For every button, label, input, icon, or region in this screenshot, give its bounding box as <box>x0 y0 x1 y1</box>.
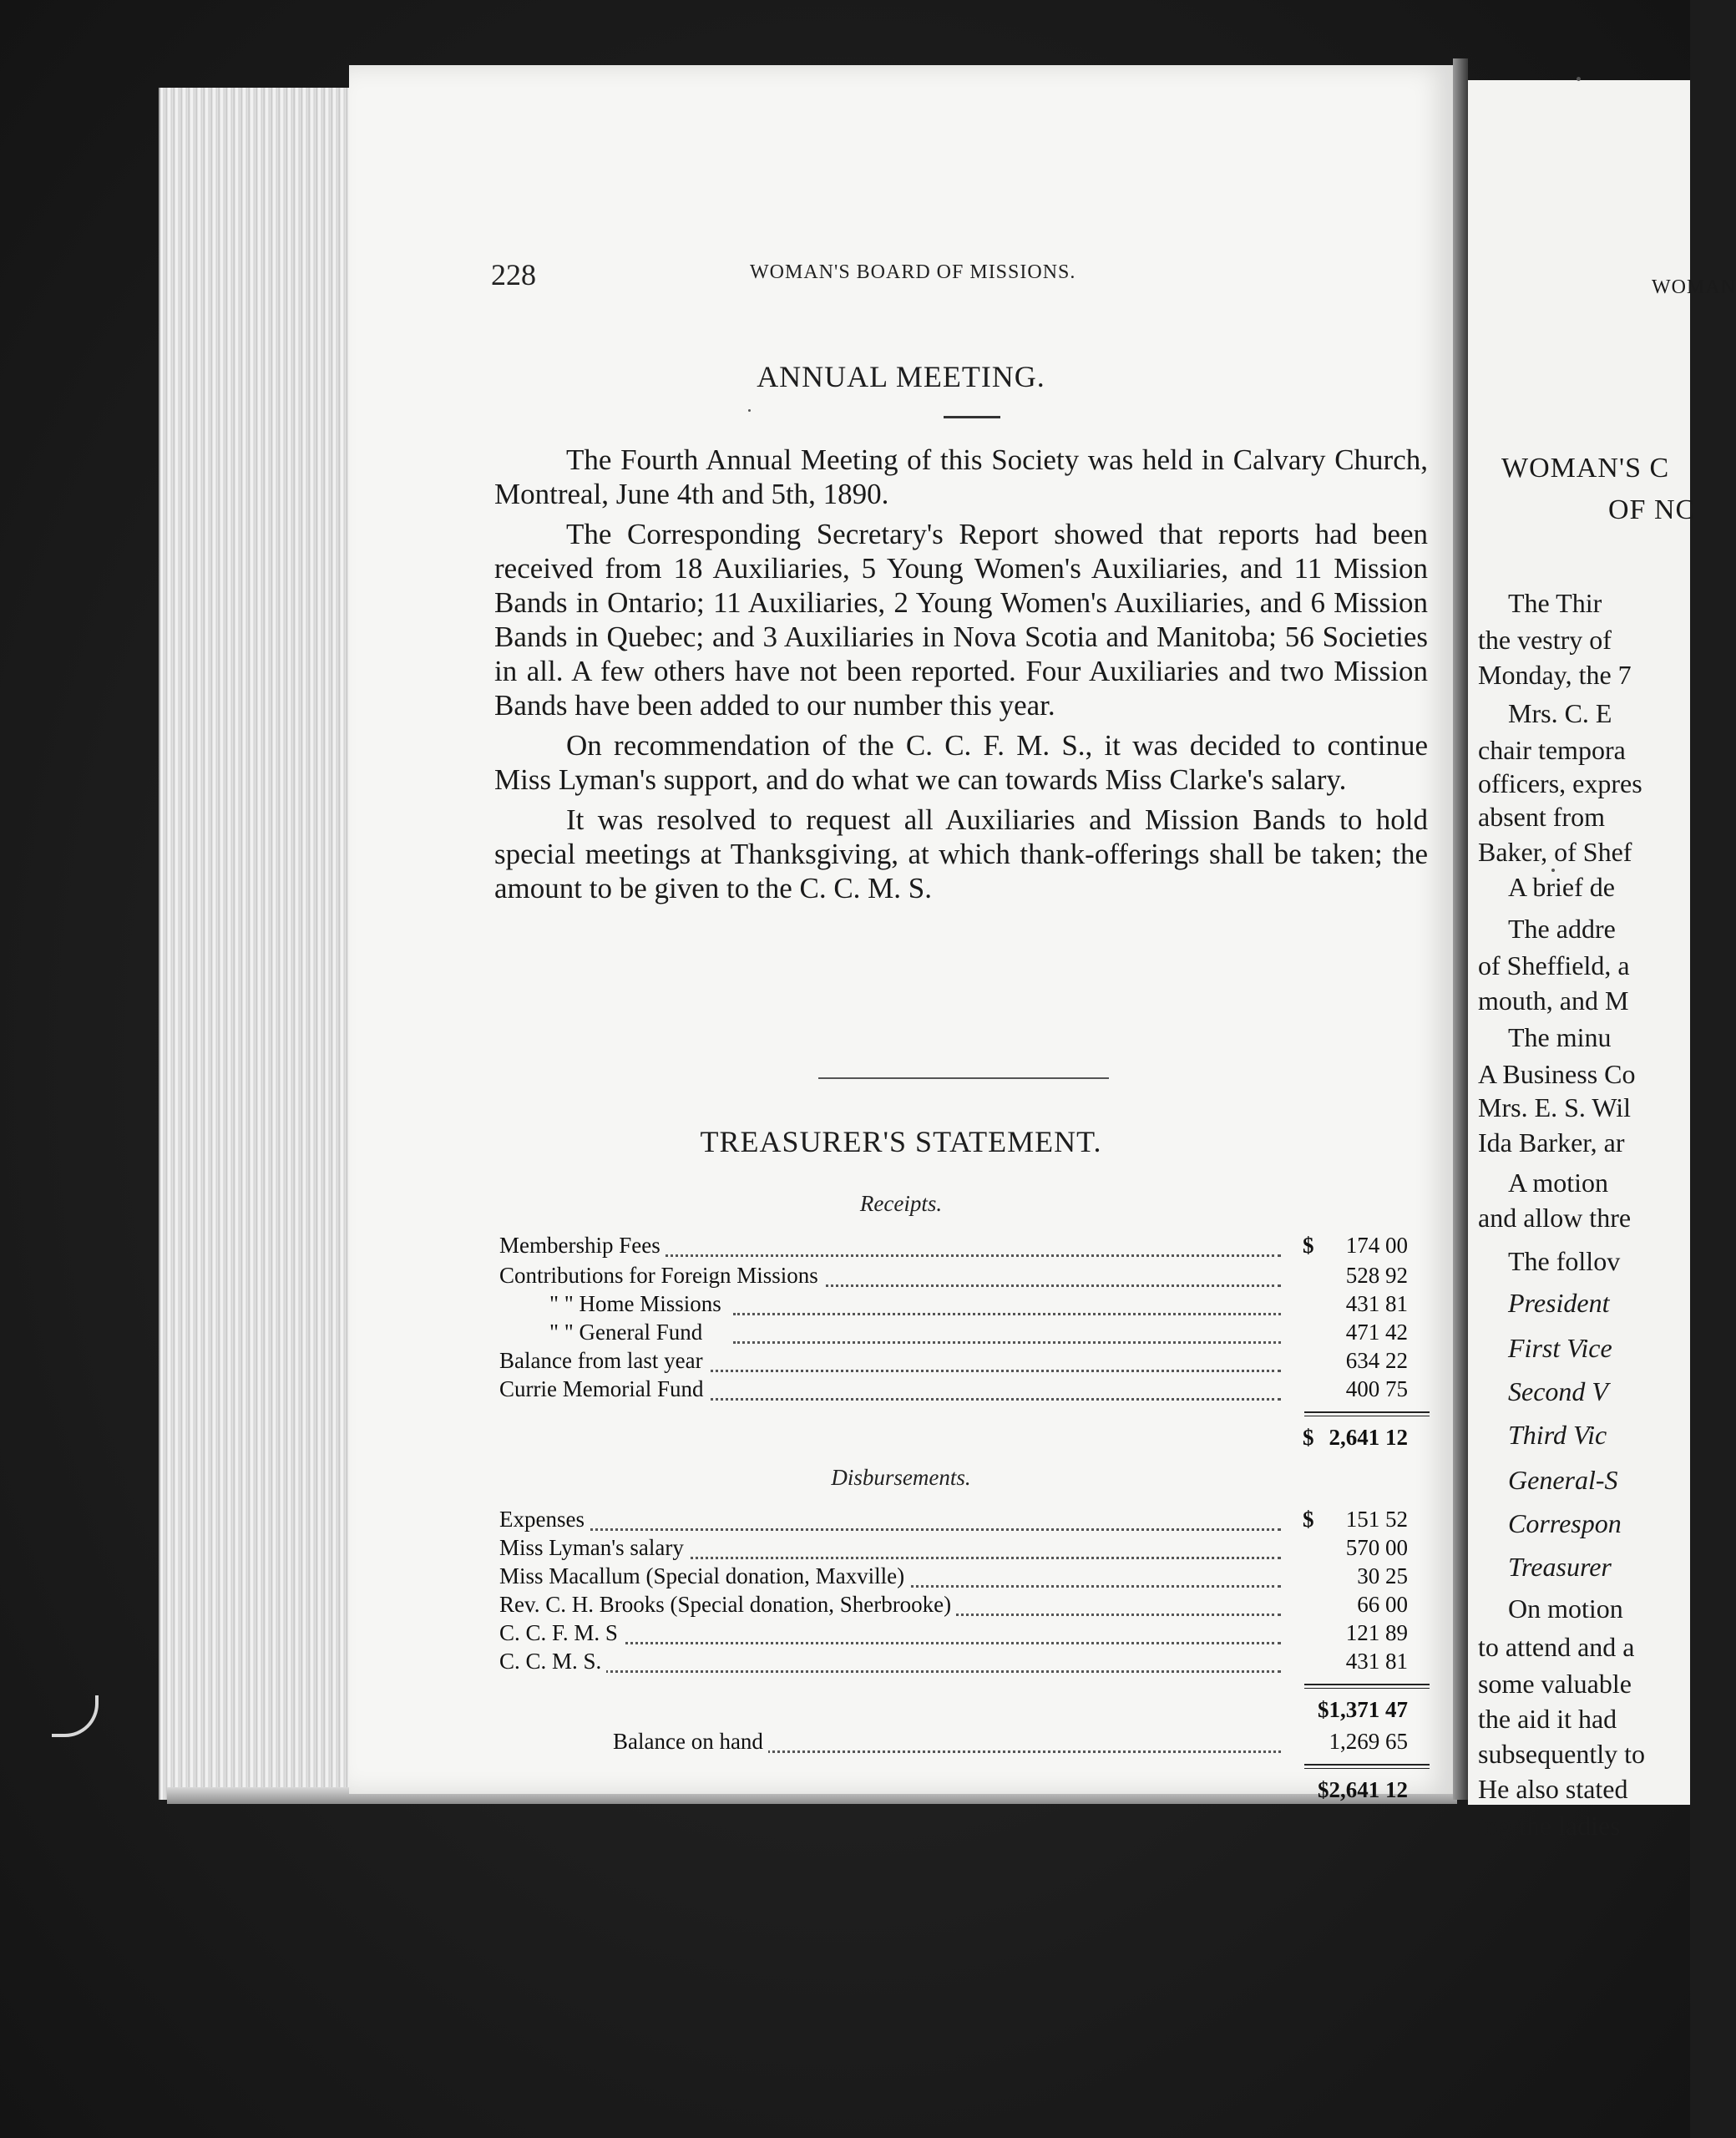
right-page-line: absent from <box>1478 802 1605 832</box>
right-page-line: The Thir <box>1508 588 1602 618</box>
balance-amount: 1,269 65 <box>1329 1729 1408 1754</box>
right-page-line: Mrs. E. S. Wil <box>1478 1092 1632 1122</box>
dollar-sign: $ <box>1303 1233 1314 1258</box>
scan-speck <box>748 409 751 412</box>
right-page-line: Second V <box>1508 1376 1608 1406</box>
dollar-sign: $ <box>1303 1425 1314 1450</box>
grand-total-row <box>499 1777 1431 1806</box>
paragraph: On recommendation of the C. C. F. M. S., it was decided to continue Miss Lyman's support, and do what we can towards Miss Clarke's salary. <box>494 729 1428 796</box>
right-page-line: A brief de <box>1508 872 1615 902</box>
sum-rule <box>1304 1411 1430 1416</box>
page-number: 228 <box>491 258 536 291</box>
right-page-line: Mrs. C. E <box>1508 698 1612 728</box>
row-amount: 634 22 <box>1345 1348 1408 1373</box>
row-label: Balance from last year <box>499 1348 708 1374</box>
disbursements-subtotal-row <box>499 1697 1431 1725</box>
scan-speck <box>1577 77 1581 81</box>
table-row <box>499 1563 1431 1592</box>
table-row <box>499 1649 1431 1677</box>
table-row <box>499 1620 1431 1649</box>
receipts-total-row <box>499 1425 1431 1453</box>
row-label: " " Home Missions <box>549 1291 726 1317</box>
receipts-heading: Receipts. <box>859 1191 943 1216</box>
right-page-line: On motion <box>1508 1593 1623 1624</box>
annual-meeting-body <box>494 443 1428 911</box>
book-gutter <box>1453 58 1468 1800</box>
right-page-line: subsequently to <box>1478 1739 1645 1769</box>
right-page-line: and allow thre <box>1478 1203 1632 1233</box>
row-label: Rev. C. H. Brooks (Special donation, Sherbrooke) <box>499 1592 956 1618</box>
right-page-line: President <box>1508 1288 1610 1318</box>
right-page-line: to attend and a <box>1478 1632 1635 1662</box>
row-amount: 400 75 <box>1345 1376 1408 1401</box>
right-page-line: Third Vic <box>1508 1420 1607 1450</box>
row-amount: 174 00 <box>1345 1233 1408 1258</box>
sum-rule <box>1304 1764 1430 1769</box>
right-page-line: The follov <box>1508 1246 1621 1276</box>
right-page-line: First Vice <box>1508 1333 1612 1363</box>
row-amount: 431 81 <box>1345 1649 1408 1674</box>
running-head: WOMAN'S BOARD OF MISSIONS. <box>750 261 1076 283</box>
right-page-line: ing the ladies <box>1478 1811 1621 1841</box>
right-page-line: the aid it had <box>1478 1704 1617 1734</box>
table-row <box>499 1535 1431 1563</box>
table-row <box>499 1263 1431 1291</box>
section-title-treasurer: TREASURER'S STATEMENT. <box>700 1125 1102 1158</box>
row-amount: 30 25 <box>1357 1563 1408 1588</box>
paragraph: The Fourth Annual Meeting of this Society was held in Calvary Church, Montreal, June 4th and 5th, 1890. <box>494 443 1428 510</box>
table-row <box>499 1376 1431 1405</box>
right-page-line: the vestry of <box>1478 625 1612 655</box>
table-row <box>499 1592 1431 1620</box>
paragraph: The Corresponding Secretary's Report showed that reports had been received from 18 Auxiliaries, 5 Young Women's Auxiliaries, and 11 Mission Bands in Ontario; 11 Auxiliaries, 2 Young Women's Auxiliaries, and 6 Mission Bands in Quebec; and 3 Auxiliaries in Nova Scotia and Manitoba; 56 Societies in all. A few others have not been reported. Four Auxiliaries and two Mission Bands have been added to our number this year. <box>494 518 1428 722</box>
row-label: Membership Fees <box>499 1233 666 1259</box>
table-row <box>499 1507 1431 1535</box>
row-label: Contributions for Foreign Missions <box>499 1263 823 1289</box>
row-amount: 121 89 <box>1345 1620 1408 1645</box>
scan-speck <box>1551 869 1555 872</box>
right-page-line: The minu <box>1508 1022 1612 1052</box>
row-label: Currie Memorial Fund <box>499 1376 708 1402</box>
balance-row <box>499 1729 1431 1757</box>
right-page-line: General-S <box>1508 1465 1618 1495</box>
right-running-head: WOMAN <box>1652 276 1736 298</box>
disbursements-subtotal: $1,371 47 <box>1318 1697 1408 1722</box>
right-page-line: of Sheffield, a <box>1478 950 1630 980</box>
row-amount: 151 52 <box>1345 1507 1408 1532</box>
receipts-total: 2,641 12 <box>1329 1425 1408 1450</box>
row-amount: 471 42 <box>1345 1320 1408 1345</box>
sum-rule <box>1304 1684 1430 1689</box>
right-page-line: The addre <box>1508 914 1616 944</box>
table-row <box>499 1320 1431 1348</box>
right-page-line: officers, expres <box>1478 768 1642 798</box>
table-row <box>499 1233 1431 1261</box>
section-divider <box>818 1077 1109 1079</box>
right-page-line: some valuable <box>1478 1669 1632 1699</box>
title-rule <box>944 416 1000 418</box>
right-page-line: chair tempora <box>1478 735 1626 765</box>
paragraph: It was resolved to request all Auxiliaries and Mission Bands to hold special meetings at Thanksgiving, at which thank-offerings shall be taken; the amount to be given to the C. C. M. S. <box>494 803 1428 904</box>
book-page-edges <box>159 88 357 1800</box>
balance-label: Balance on hand <box>613 1729 768 1755</box>
disbursements-heading: Disbursements. <box>831 1465 971 1490</box>
row-label: Expenses <box>499 1507 590 1533</box>
right-page-line: mouth, and M <box>1478 985 1629 1016</box>
row-amount: 431 81 <box>1345 1291 1408 1316</box>
right-page-line: He also stated <box>1478 1774 1628 1804</box>
right-page-line: Monday, the 7 <box>1478 660 1632 690</box>
row-amount: 528 92 <box>1345 1263 1408 1288</box>
dollar-sign: $ <box>1303 1507 1314 1532</box>
right-page-line: Ida Barker, ar <box>1478 1127 1625 1158</box>
row-label: " " General Fund <box>549 1320 707 1345</box>
right-title-line: OF NC <box>1608 494 1696 525</box>
table-row <box>499 1348 1431 1376</box>
row-label: C. C. M. S. <box>499 1649 606 1674</box>
right-page-line: Treasurer <box>1508 1552 1612 1582</box>
grand-total: $2,641 12 <box>1318 1777 1408 1802</box>
row-amount: 66 00 <box>1357 1592 1408 1617</box>
row-label: Miss Macallum (Special donation, Maxville) <box>499 1563 909 1589</box>
section-title-annual-meeting: ANNUAL MEETING. <box>757 360 1045 393</box>
row-amount: 570 00 <box>1345 1535 1408 1560</box>
right-page-line: Correspon <box>1508 1508 1622 1538</box>
right-page-line: A Business Co <box>1478 1059 1636 1089</box>
right-page <box>1468 80 1736 1841</box>
right-page-line: A motion <box>1508 1168 1609 1198</box>
table-row <box>499 1291 1431 1320</box>
right-page-line: Baker, of Shef <box>1478 837 1632 867</box>
row-label: C. C. F. M. S <box>499 1620 623 1646</box>
right-title-line: WOMAN'S C <box>1501 453 1670 484</box>
row-label: Miss Lyman's salary <box>499 1535 689 1561</box>
